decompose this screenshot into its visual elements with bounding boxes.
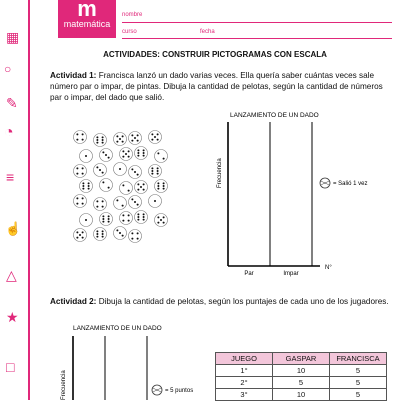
die (80, 180, 93, 193)
die-pip (102, 151, 104, 153)
chart1-x-end: N° (325, 265, 332, 271)
worksheet-title: ACTIVIDADES: CONSTRUIR PICTOGRAMAS CON ESCALA (103, 50, 327, 59)
die-pip (116, 141, 118, 143)
course-line (122, 38, 392, 39)
activity2-label: Actividad 2: (50, 297, 97, 306)
die-pip (157, 170, 159, 172)
die (80, 214, 93, 227)
die-pip (82, 203, 84, 205)
die-pip (131, 232, 133, 234)
die-pip (76, 203, 78, 205)
table-cell: 1° (216, 365, 273, 377)
die-pip (163, 216, 165, 218)
die-pip (143, 216, 145, 218)
die-pip (122, 235, 124, 237)
die (155, 180, 168, 193)
chart1-ylabel: Frecuencia (217, 158, 223, 188)
die-pip (128, 156, 130, 158)
die-pip (163, 185, 165, 187)
die-pip (82, 185, 84, 187)
die-pip (163, 182, 165, 184)
ruler-icon: ≡ (6, 169, 15, 185)
table-cell: 10 (273, 389, 330, 401)
die-pip (137, 213, 139, 215)
table-row (216, 377, 387, 389)
die-pip (88, 188, 90, 190)
die-pip (108, 157, 110, 159)
chart2-ylabel: Frecuencia (61, 370, 67, 400)
die-pip (108, 215, 110, 217)
die-pip (137, 216, 139, 218)
course-label: curso (122, 29, 137, 35)
die-pip (76, 139, 78, 141)
die-pip (151, 133, 153, 135)
die-pip (122, 150, 124, 152)
die-pip (76, 231, 78, 233)
die-pip (102, 221, 104, 223)
die-pip (116, 229, 118, 231)
die-pip (131, 140, 133, 142)
die (155, 150, 168, 163)
die (100, 149, 113, 162)
die-pip (137, 155, 139, 157)
die-pip (151, 173, 153, 175)
table-row (216, 389, 387, 401)
die-pip (128, 220, 130, 222)
die (155, 214, 168, 227)
chart1-legend: = Salió 1 vez (333, 181, 368, 187)
die-pip (116, 135, 118, 137)
star-icon: ★ (6, 309, 19, 325)
table-cell: 3° (216, 389, 273, 401)
die-pip (137, 238, 139, 240)
ball-icon (152, 385, 162, 395)
die (74, 229, 87, 242)
die-pip (88, 182, 90, 184)
die-pip (134, 171, 136, 173)
chart1-category-par: Par (244, 271, 254, 277)
pencil-icon: ✎ (6, 95, 18, 111)
die-pip (157, 185, 159, 187)
die-pip (160, 219, 162, 221)
die (120, 212, 133, 225)
chart2 (55, 318, 210, 400)
die-pip (122, 220, 124, 222)
ball-icon (320, 178, 330, 188)
die-pip (108, 187, 110, 189)
die-pip (151, 139, 153, 141)
strip-divider (28, 0, 30, 400)
die-pip (154, 200, 156, 202)
die (74, 195, 87, 208)
die (74, 131, 87, 144)
die-pip (125, 153, 127, 155)
table-cell: 10 (273, 365, 330, 377)
name-line (122, 22, 392, 23)
die-pip (122, 184, 124, 186)
die-pip (116, 199, 118, 201)
die-pip (128, 190, 130, 192)
die-pip (131, 198, 133, 200)
scores-table (215, 352, 387, 401)
table-header: GASPAR (273, 353, 330, 365)
date-label: fecha (200, 29, 215, 35)
die-pip (102, 172, 104, 174)
die-pip (108, 218, 110, 220)
die-pip (88, 185, 90, 187)
die-pip (96, 230, 98, 232)
die-pip (102, 139, 104, 141)
die (129, 196, 142, 209)
die-pip (140, 186, 142, 188)
die-pip (157, 167, 159, 169)
die-pip (102, 215, 104, 217)
die-pip (105, 154, 107, 156)
die-pip (108, 221, 110, 223)
die-pip (82, 231, 84, 233)
die-pip (79, 234, 81, 236)
die-pip (143, 219, 145, 221)
die (135, 147, 148, 160)
pie-icon: ◔ (4, 124, 14, 141)
die-pip (96, 136, 98, 138)
table-header: JUEGO (216, 353, 273, 365)
die-pip (134, 201, 136, 203)
die-pip (157, 133, 159, 135)
die-pip (131, 238, 133, 240)
die (129, 166, 142, 179)
die-pip (102, 218, 104, 220)
die-pip (157, 188, 159, 190)
die-pip (154, 136, 156, 138)
die-pip (82, 173, 84, 175)
chart1 (195, 110, 395, 280)
die-pip (137, 189, 139, 191)
die-pip (157, 216, 159, 218)
die-pip (157, 182, 159, 184)
die-pip (76, 197, 78, 199)
die-pip (163, 158, 165, 160)
die (94, 164, 107, 177)
die-pip (151, 170, 153, 172)
die-pip (137, 140, 139, 142)
die (120, 182, 133, 195)
die-pip (102, 230, 104, 232)
die-pip (102, 236, 104, 238)
die-pip (82, 182, 84, 184)
die (129, 132, 142, 145)
chart2-legend: = 5 puntos (165, 388, 194, 394)
table-cell: 5 (330, 377, 387, 389)
name-label: nombre (122, 12, 143, 18)
die-pip (122, 205, 124, 207)
activity2-body: Dibuja la cantidad de pelotas, según los puntajes de cada uno de los jugadores. (98, 297, 389, 306)
die-pip (157, 152, 159, 154)
chart2-title: LANZAMIENTO DE UN DADO (73, 325, 162, 332)
die-pip (137, 204, 139, 206)
die (100, 179, 113, 192)
die-pip (137, 174, 139, 176)
die-pip (76, 167, 78, 169)
die (94, 228, 107, 241)
die (149, 195, 162, 208)
die-pip (99, 169, 101, 171)
die (94, 134, 107, 147)
die-pip (151, 167, 153, 169)
table-header-row (216, 353, 387, 365)
die (135, 181, 148, 194)
die-pip (82, 197, 84, 199)
die (129, 230, 142, 243)
die-pip (96, 236, 98, 238)
die-pip (96, 233, 98, 235)
die-pip (76, 133, 78, 135)
table-cell: 2° (216, 377, 273, 389)
activity1-text (50, 70, 395, 103)
die (114, 227, 127, 240)
die-pip (137, 219, 139, 221)
die-pip (137, 134, 139, 136)
die-pip (102, 200, 104, 202)
die (100, 213, 113, 226)
die-pip (85, 155, 87, 157)
die-pip (119, 232, 121, 234)
die-pip (143, 149, 145, 151)
hand-icon: ☝ (5, 221, 22, 236)
die-pip (76, 173, 78, 175)
grade-label: 2º básico (66, 30, 99, 39)
die-pip (82, 167, 84, 169)
decorative-strip (0, 0, 30, 400)
die-pip (157, 173, 159, 175)
chart1-title: LANZAMIENTO DE UN DADO (230, 112, 319, 119)
die-pip (96, 200, 98, 202)
die-pip (163, 222, 165, 224)
die-pip (143, 189, 145, 191)
square-icon: □ (6, 359, 15, 375)
die-pip (137, 149, 139, 151)
die-pip (102, 136, 104, 138)
die (135, 211, 148, 224)
die-pip (122, 214, 124, 216)
brand-letter: m (77, 0, 97, 21)
die-pip (122, 156, 124, 158)
table-cell: 5 (273, 377, 330, 389)
die-pip (82, 139, 84, 141)
shapes-icon: △ (6, 267, 17, 283)
die-pip (96, 139, 98, 141)
die-pip (157, 139, 159, 141)
die-pip (102, 206, 104, 208)
table-row (216, 365, 387, 377)
die-pip (122, 135, 124, 137)
die-pip (96, 206, 98, 208)
die (74, 165, 87, 178)
activity1-body: Francisca lanzó un dado varias veces. Ella quería saber cuántas veces sale número par o impar, de pintas. Dibuja la cantidad de pelotas, según la cantidad de números par o impar, del dado que salió. (50, 71, 383, 102)
die-pip (82, 133, 84, 135)
table-header: FRANCISCA (330, 353, 387, 365)
die-pip (157, 222, 159, 224)
die (149, 165, 162, 178)
chart1-category-impar: Impar (283, 271, 299, 277)
die-pip (82, 237, 84, 239)
die-pip (143, 213, 145, 215)
die (149, 131, 162, 144)
die-pip (137, 183, 139, 185)
die-pip (122, 141, 124, 143)
die-pip (143, 155, 145, 157)
abacus-icon: ▦ (6, 29, 20, 45)
die-pip (128, 150, 130, 152)
die-pip (85, 219, 87, 221)
die-pip (128, 214, 130, 216)
die-pip (143, 183, 145, 185)
die-pip (76, 237, 78, 239)
die-pip (102, 181, 104, 183)
table-cell: 5 (330, 389, 387, 401)
shapes-icon: ○ (4, 62, 12, 76)
die-pip (82, 188, 84, 190)
activity2-text (50, 296, 395, 307)
die-pip (131, 168, 133, 170)
die-pip (137, 152, 139, 154)
die-pip (96, 142, 98, 144)
brand-word: matemática (63, 19, 111, 29)
die (80, 150, 93, 163)
die-pip (119, 138, 121, 140)
die-pip (143, 152, 145, 154)
die-pip (119, 168, 121, 170)
die (114, 163, 127, 176)
dice-cluster (72, 130, 172, 270)
die-pip (137, 232, 139, 234)
die (114, 133, 127, 146)
die (94, 198, 107, 211)
activity1-label: Actividad 1: (50, 71, 97, 80)
die-pip (131, 134, 133, 136)
die-pip (102, 142, 104, 144)
die-pip (96, 166, 98, 168)
die (120, 148, 133, 161)
die-pip (102, 233, 104, 235)
die (114, 197, 127, 210)
die-pip (134, 137, 136, 139)
die-pip (163, 188, 165, 190)
table-cell: 5 (330, 365, 387, 377)
